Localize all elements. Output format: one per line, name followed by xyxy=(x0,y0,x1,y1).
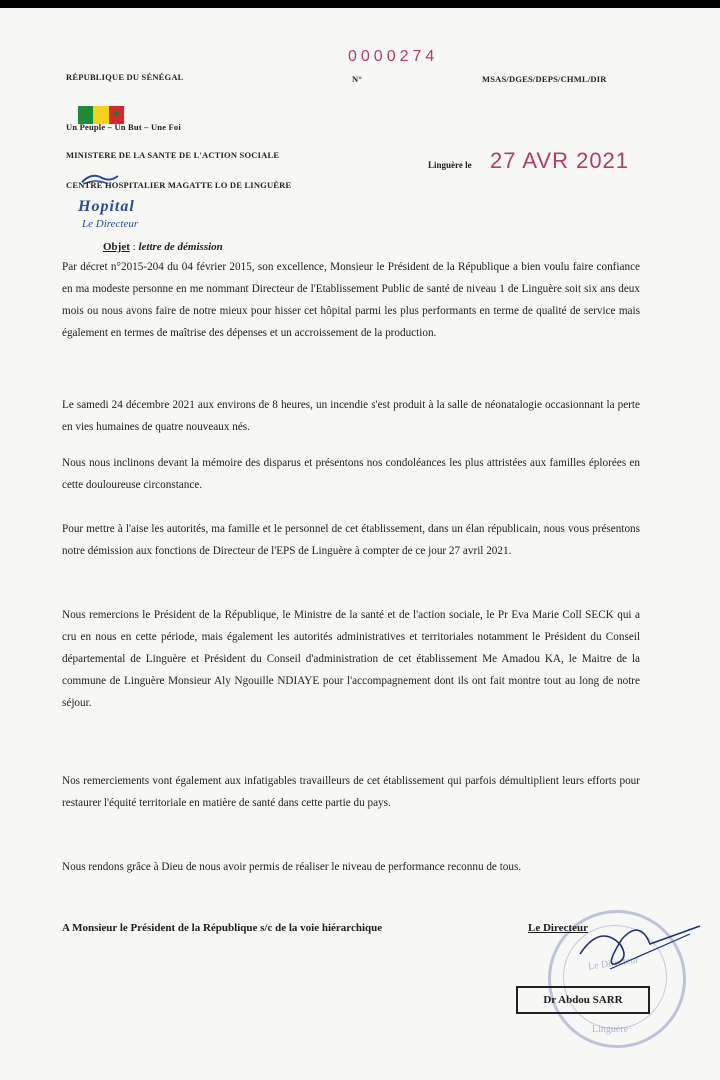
paragraph-incident: Le samedi 24 décembre 2021 aux environs de 8 heures, un incendie s'est produit à la salle de néonatalogie occasionnant la perte en vies humaines de quatre nouveaux nés. xyxy=(62,399,640,433)
ministry-name: MINISTERE DE LA SANTE DE L'ACTION SOCIALE xyxy=(66,150,280,160)
hospital-logo-text: Hopital xyxy=(78,198,135,215)
flag-star-icon: ★ xyxy=(110,109,120,120)
subject-separator: : xyxy=(129,241,139,253)
signer-name: Dr Abdou SARR xyxy=(543,994,623,1006)
date-label: Linguère le xyxy=(428,160,472,170)
stamp-center-text: Le Directeur xyxy=(587,954,640,973)
handwritten-signature-icon xyxy=(570,914,710,984)
paragraph-staff-thanks: Nos remerciements vont également aux infatigables travailleurs de cet établissement qui parfois démultiplient leurs efforts pour restaurer l'équité territoriale en matière de santé dans cette partie du pays. xyxy=(62,775,640,809)
paragraph-thanks: Nous remercions le Président de la République, le Ministre de la santé et de l'action sociale, le Pr Eva Marie Coll SECK qui a cru en nous en cette période, mais également les autorités administratives et territoriales notamment le Président du Conseil départemental de Linguère et Président du Conseil d'administration de cet établissement Me Amadou KA, le Maitre de la commune de Linguère Monsieur Aly Ngouille NDIAYE pour l'accompagnement dont ils ont fait montre tout au long de notre séjour. xyxy=(62,609,640,709)
paragraph-gratitude: Nous rendons grâce à Dieu de nous avoir permis de réaliser le niveau de performance reconnu de tous. xyxy=(62,861,522,873)
signer-name-box xyxy=(516,986,650,1014)
subject-text: lettre de démission xyxy=(138,241,223,253)
addressee-line: A Monsieur le Président de la République s/c de la voie hiérarchique xyxy=(62,922,383,934)
letter-page xyxy=(0,8,720,1080)
hospital-name: CENTRE HOSPITALIER MAGATTE LO DE LINGUÈRE xyxy=(66,180,292,190)
stamp-bottom-text: Linguère xyxy=(592,1024,629,1035)
subject-line xyxy=(103,241,223,253)
national-motto: Un Peuple – Un But – Une Foi xyxy=(66,122,181,132)
reference-number-stamp: 0000274 xyxy=(348,48,439,65)
top-bar xyxy=(0,0,720,8)
subject-label: Objet xyxy=(103,241,130,253)
paragraph-appointment: Par décret n°2015-204 du 04 février 2015, son excellence, Monsieur le Président de la République a bien voulu faire confiance en ma modeste personne en me nommant Directeur de l'Etablissement Public de santé de niveau 1 de Linguère soit six ans deux mois ou nous avons faire de notre mieux pour hisser cet hôpital parmi les plus performants en terme de qualité de service mais également en termes de maîtrise des dépenses et un accroissement de la production. xyxy=(62,261,640,339)
number-label: N° xyxy=(352,74,362,84)
paragraph-resignation: Pour mettre à l'aise les autorités, ma famille et le personnel de cet établissement, dans un élan républicain, nous vous présentons notre démission aux fonctions de Directeur de l'EPS de Linguère à compter de ce jour 27 avril 2021. xyxy=(62,523,640,557)
signer-title: Le Directeur xyxy=(528,922,588,934)
reference-code: MSAS/DGES/DEPS/CHML/DIR xyxy=(482,74,607,84)
paragraph-condolences: Nous nous inclinons devant la mémoire des disparus et présentons nos condoléances les plus attristées aux familles éplorées en cette douloureuse circonstance. xyxy=(62,457,640,491)
republic-heading: RÉPUBLIQUE DU SÉNÉGAL xyxy=(66,72,184,82)
date-stamp: 27 AVR 2021 xyxy=(490,148,630,173)
director-signature-title: Le Directeur xyxy=(82,218,139,230)
